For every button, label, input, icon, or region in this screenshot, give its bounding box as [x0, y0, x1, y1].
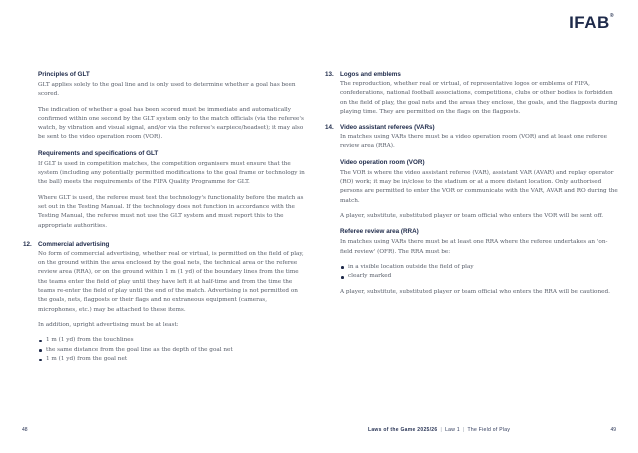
law-number: Law 1 [445, 427, 460, 433]
paragraph: A player, substitute, substituted player or team official who enters the VOR will be sent off. [340, 212, 604, 219]
paragraph: The indication of whether a goal has been scored must be immediate and automatically confirmed within one second by the GLT system only to the match officials (via the referee's watch, by vibration and visual signal, and/or via the referee's earpiece/headset); it may also be sent to the video operation room (VOR). [38, 106, 304, 141]
right-column [325, 70, 618, 303]
section-number: 14. [325, 124, 334, 132]
separator: | [440, 427, 443, 433]
list-item: 1 m (1 yd) from the goal net [38, 355, 306, 365]
list-item: the same distance from the goal line as the depth of the goal net [38, 346, 306, 356]
paragraph: The reproduction, whether real or virtual, of representative logos or emblems of FIFA, confederations, national football associations, competitions, clubs or other bodies is forbidden on the field of play, the goal nets and the areas they enclose, the goals, and the flagposts during playing time. They are permitted on the flags on the flagposts. [340, 81, 618, 115]
section-number: 13. [325, 71, 334, 78]
rra-heading: Referee review area (RRA) [340, 228, 419, 236]
paragraph: In matches using VARs there must be at least one RRA where the referee undertakes an 'on-field review' (OFR). The RRA must be: [340, 239, 608, 255]
paragraph: No form of commercial advertising, whether real or virtual, is permitted on the field of play, on the ground within the area enclosed by the goal nets, the technical area or the referee review area (RRA), or on the ground within 1 m (1 yd) of the boundary lines from the time the teams enter the field of play until they have left it at half-time and from the time the teams re-enter the field of play until the end of the match. Advertising is not permitted on the goals, nets, flagposts or their flags and no extraneous equipment (cameras, microphones, etc.) may be attached to these items. [38, 250, 304, 313]
paragraph: Where GLT is used, the referee must test the technology's functionality before the match as set out in the Testing Manual. If the technology does not function in accordance with the Testing Manual, the referee must not use the GLT system and must report this to the appropriate authorities. [38, 194, 304, 229]
ifab-logo [569, 13, 614, 33]
vor-heading: Video operation room (VOR) [340, 158, 425, 166]
document-title: Laws of the Game 2025/26 [368, 427, 438, 433]
paragraph: In matches using VARs there must be a video operation room (VOR) and at least one referee review area (RRA). [340, 134, 607, 150]
logo-text: IFAB [569, 13, 610, 32]
registered-mark: ® [609, 13, 614, 19]
page-number-right: 49 [610, 427, 616, 433]
paragraph: A player, substitute, substituted player or team official who enters the RRA will be cautioned. [340, 288, 610, 295]
glt-requirements-heading: Requirements and specifications of GLT [38, 149, 159, 157]
running-footer [368, 427, 510, 433]
section-13-heading [325, 70, 618, 79]
section-number: 12. [23, 240, 32, 248]
paragraph: The VOR is where the video assistant referee (VAR), assistant VAR (AVAR) and replay operator (RO) work; it may be in/close to the stadium or at a more distant location. Only authorised persons are permitted to enter the VOR or communicate with the VAR, AVAR and RO during the match. [340, 169, 618, 204]
glt-principles-heading: Principles of GLT [38, 71, 90, 78]
list-item: in a visible location outside the field of play [340, 263, 618, 273]
paragraph: In addition, upright advertising must be at least: [38, 321, 179, 328]
section-12-heading [23, 240, 306, 249]
paragraph: GLT applies solely to the goal line and is only used to determine whether a goal has been scored. [38, 82, 296, 98]
section-title: Video assistant referees (VARs) [340, 124, 435, 132]
page-number-left: 48 [22, 427, 28, 433]
section-title: Logos and emblems [340, 71, 401, 78]
separator: | [462, 427, 465, 433]
section-14-heading [325, 123, 618, 132]
bullet-list [38, 336, 306, 365]
bullet-list [340, 263, 618, 282]
list-item: 1 m (1 yd) from the touchlines [38, 336, 306, 346]
paragraph: If GLT is used in competition matches, the competition organisers must ensure that the system (including any potentially permitted modifications to the goal frame or technology in the ball) meets the requirements of the FIFA Quality Programme for GLT. [38, 160, 305, 186]
left-column [23, 70, 306, 371]
law-name: The Field of Play [467, 427, 511, 433]
list-item: clearly marked [340, 272, 618, 282]
section-title: Commercial advertising [38, 240, 110, 248]
